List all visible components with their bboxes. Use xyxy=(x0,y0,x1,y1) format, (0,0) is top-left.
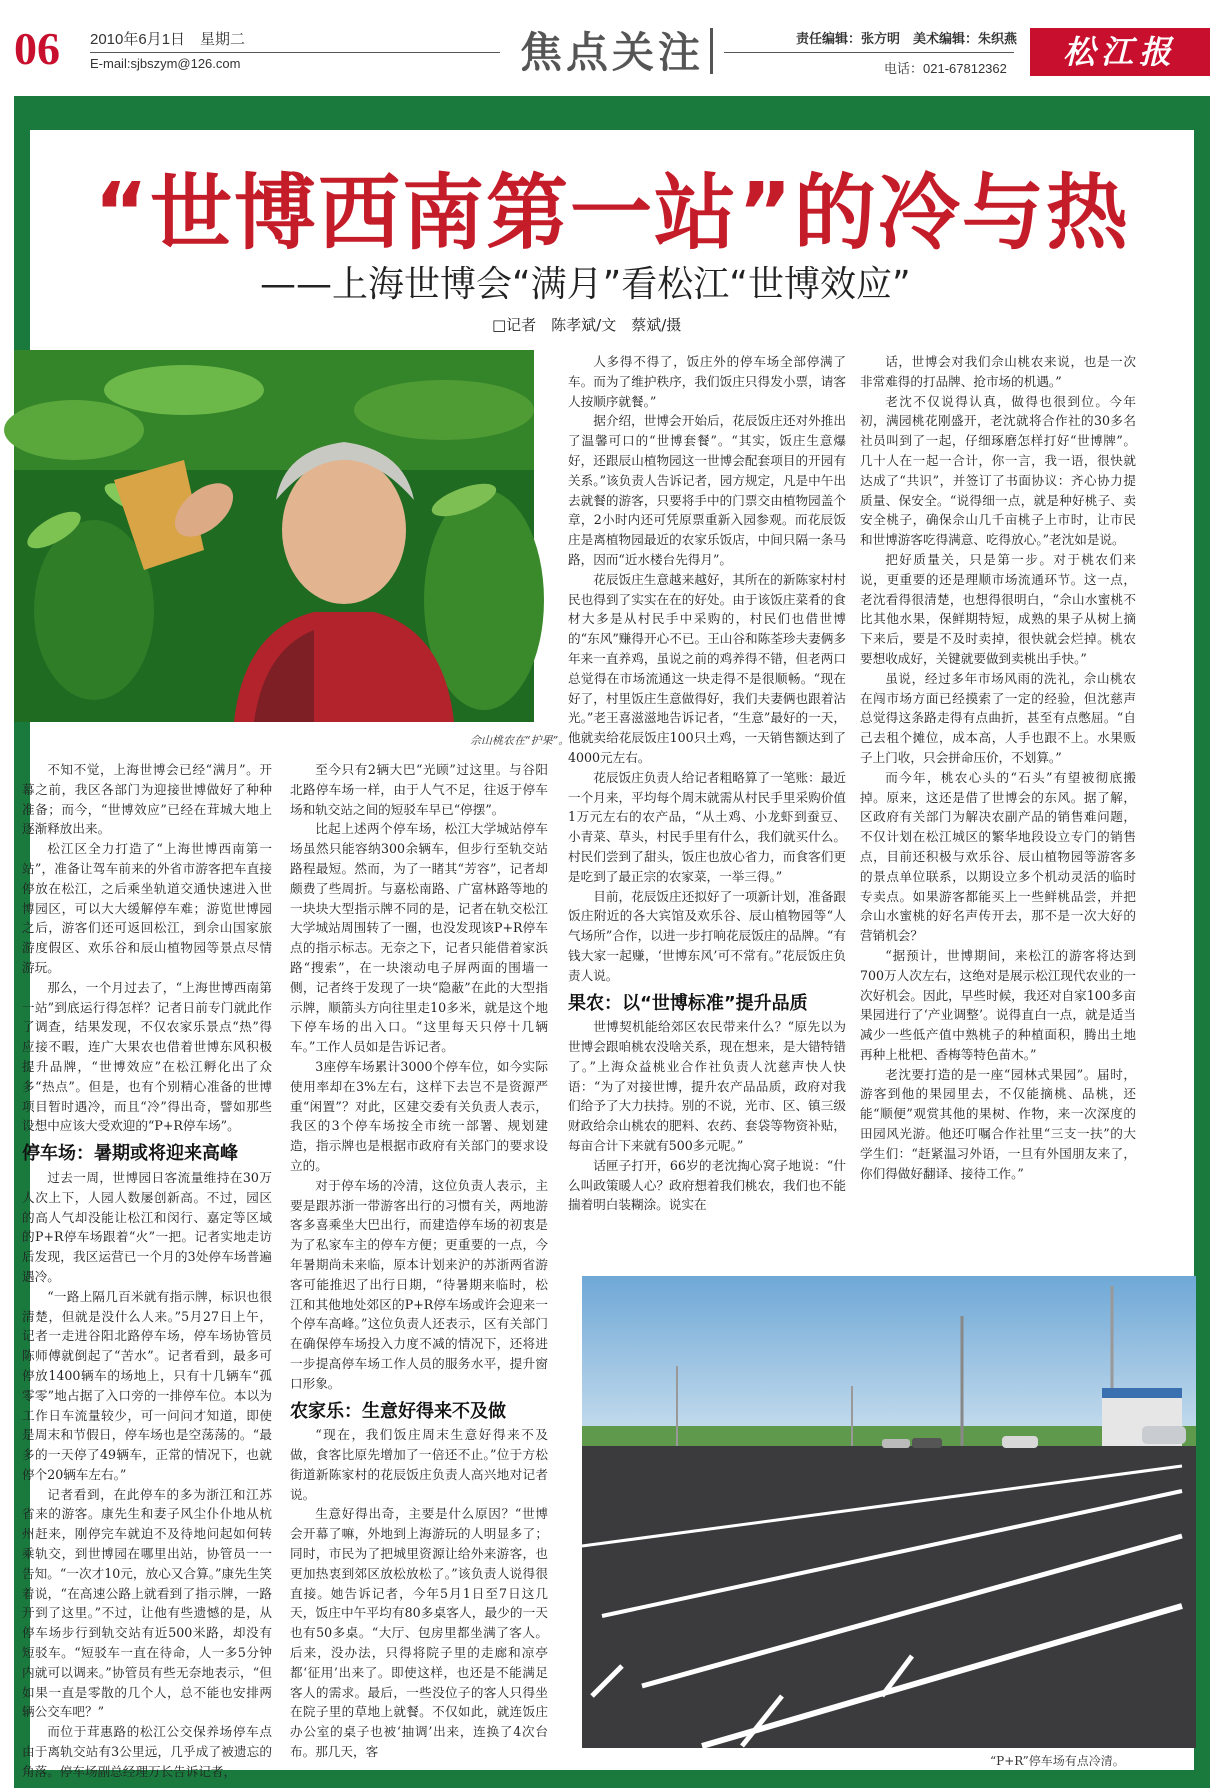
parking-lot-photo xyxy=(582,1276,1196,1748)
paragraph: 据介绍，世博会开始后，花辰饭庄还对外推出了温馨可口的“世博套餐”。“其实，饭庄生意爆好，还跟辰山植物园这一世博会配套项目的开园有关系。”该负责人告诉记者，园方规定，凡是中午出去就餐的游客，只要将手中的门票交由植物园盖个章，2小时内还可凭原票重新入园参观。而花辰饭庄是离植物园最近的农家乐饭店，中间只隔一条马路，因而“近水楼台先得月”。 xyxy=(568,413,846,567)
paragraph: 话匣子打开，66岁的老沈掏心窝子地说：“什么叫政策暖人心？政府想着我们桃农，我们也不能揣着明白装糊涂。说实在 xyxy=(568,1157,846,1213)
article-title: “世博西南第一站”的冷与热 xyxy=(94,166,1130,261)
paragraph: “一路上隔几百米就有指示牌，标识也很清楚，但就是没什么人来。”5月27日上午，记者一走进谷阳北路停车场，停车场协管员陈师傅就倒起了“苦水”。记者看到，最多可停放1400辆车的场地上，只有十几辆车“孤零零”地占据了入口旁的一排停车位。本以为工作日车流量较少，可一问问才知道，即使是周末和节假日，停车场也是空荡荡的。“最多的一天停了49辆车，正常的情况下，也就停个20辆车左右。” xyxy=(22,1288,272,1482)
header-divider xyxy=(710,28,713,74)
article-column-3 xyxy=(568,352,846,1232)
article-byline: □记者 陈孝斌/文 蔡斌/摄 xyxy=(492,316,682,334)
header-rule-right xyxy=(724,52,1014,53)
article-column-4 xyxy=(860,352,1136,1232)
article-column-2 xyxy=(290,760,548,1770)
paragraph: 老沈不仅说得认真，做得也很到位。今年初，满园桃花刚盛开，老沈就将合作社的30多名社员叫到了一起，仔细琢磨怎样打好“世博牌”。几十人在一起一合计，你一言，我一语，很快就达成了“共识”，并签订了书面协议：齐心协力提质量、保安全。“说得细一点，就是种好桃子、卖安全桃子，确保佘山几千亩桃子上市时，让市民和世博游客吃得满意、吃得放心。”老沈如是说。 xyxy=(860,393,1136,548)
paragraph: 人多得不得了，饭庄外的停车场全部停满了车。而为了维护秩序，我们饭庄只得发小票，请客人按顺序就餐。” xyxy=(568,354,846,409)
paragraph: 花辰饭庄生意越来越好，其所在的新陈家村村民也得到了实实在在的好处。由于该饭庄菜肴的食材大多是从村民手中采购的，村民们也借世博的“东风”赚得开心不已。王山谷和陈荃珍夫妻俩多年来一直养鸡，虽说之前的鸡养得不错，但老两口总觉得在市场流通这一块走得不是很顺畅。“现在好了，村里饭庄生意做得好，我们夫妻俩也跟着沾光。”老王喜滋滋地告诉记者，“生意”最好的一天，他就卖给花辰饭庄100只土鸡，一天销售额达到了4000元左右。 xyxy=(568,571,846,765)
paragraph: 老沈要打造的是一座“园林式果园”。届时，游客到他的果园里去，不仅能摘桃、品桃，还能“顺便”观赏其他的果树、作物，来一次深度的田园风光游。他还叮嘱合作社里“三支一扶”的大学生们：“赶紧温习外语，一旦有外国朋友来了，你们得做好翻译、接待工作。” xyxy=(860,1066,1136,1181)
section-heading-fruit-farmers: 果农：以“世博标准”提升品质 xyxy=(568,992,808,1014)
paragraph: 把好质量关，只是第一步。对于桃农们来说，更重要的还是理顺市场流通环节。这一点，老沈看得很清楚，也想得很明白，“佘山水蜜桃不比其他水果，保鲜期特短，成熟的果子从树上摘下来后，要是不及时卖掉，很快就会烂掉。桃农要想收成好，关键就要做到卖桃出手快。” xyxy=(860,551,1136,666)
paragraph: 目前，花辰饭庄还拟好了一项新计划，准备跟饭庄附近的各大宾馆及欢乐谷、辰山植物园等“人气场所”合作，以进一步打响花辰饭庄的品牌。“有钱大家一起赚，‘世博东风’可不常有。”花辰饭庄负责人说。 xyxy=(568,888,846,983)
paragraph: 而位于茸惠路的松江公交保养场停车点由于离轨交站有3公里远，几乎成了被遗忘的角落。停车场副总经理万长告诉记者， xyxy=(22,1724,272,1779)
paragraph: 至今只有2辆大巴“光顾”过这里。与谷阳北路停车场一样，由于人气不足，往返于停车场和轨交站之间的短驳车早已“停摆”。 xyxy=(290,762,548,817)
peach-orchard-woman-icon xyxy=(14,350,534,722)
paragraph: 生意好得出奇，主要是什么原因？“世博会开幕了嘛，外地到上海游玩的人明显多了；同时，市民为了把城里资源让给外来游客，也更加热衷到郊区放松放松了。”该负责人说得很直接。她告诉记者，今年5月1日至7日这几天，饭庄中午平均有80多桌客人，最少的一天也有50多桌。“大厅、包房里都坐满了客人。后来，没办法，只得将院子里的走廊和凉亭都‘征用’出来了。即使这样，也还是不能满足客人的需求。最后，一些没位子的客人只得坐在院子里的草地上就餐。不仅如此，就连饭庄办公室的桌子也被‘抽调’出来，连换了4次台布。那几天，客 xyxy=(290,1506,548,1760)
paragraph: 那么，一个月过去了，“上海世博西南第一站”到底运行得怎样？记者日前专门就此作了调查，结果发现，不仅农家乐景点“热”得应接不暇，连广大果农也借着世博东风积极提升品牌，“世博效应”在松江孵化出了众多“热点”。但是，也有个别精心准备的世博项目暂时遇冷，而且“冷”得出奇，譬如那些设想中应该大受欢迎的“P+R停车场”。 xyxy=(22,979,272,1134)
header-rule-left xyxy=(90,52,500,53)
section-title: 焦点关注 xyxy=(520,28,705,77)
paragraph: 花辰饭庄负责人给记者粗略算了一笔账：最近一个月来，平均每个周末就需从村民手里采购价值1万元左右的农产品，“从土鸡、小龙虾到蚕豆、小青菜、草头，村民手里有什么，我们就买什么。村民们尝到了甜头，饭庄也放心省力，而食客们更是吃到了最正宗的农家菜，一举三得。” xyxy=(568,769,846,884)
article-subtitle: ——上海世博会“满月”看松江“世博效应” xyxy=(260,264,911,305)
page-number: 06 xyxy=(14,23,60,74)
paragraph: 而今年，桃农心头的“石头”有望被彻底搬掉。原来，这还是借了世博会的东风。据了解，区政府有关部门为解决农副产品的销售难问题，不仅计划在松江城区的繁华地段设立专门的销售点，目前还积极与欢乐谷、辰山植物园等游客多的景点单位联系，以期设立多个机动灵活的临时专卖点。如果游客都能买上一些鲜桃品尝，并把佘山水蜜桃的好名声传开去，那不是一次大好的营销机会？ xyxy=(860,769,1136,944)
paragraph: 话，世博会对我们佘山桃农来说，也是一次非常难得的打品牌、抢市场的机遇。” xyxy=(860,354,1136,389)
issue-date: 2010年6月1日 星期二 xyxy=(90,31,246,48)
paragraph: 松江区全力打造了“上海世博西南第一站”，准备让驾车前来的外省市游客把车直接停放在松江，之后乘坐轨道交通快速进入世博园区，可以大大缓解停车难；游览世博园之后，游客们还可返回松江，到佘山国家旅游度假区、欢乐谷和辰山植物园等景点尽情游玩。 xyxy=(22,841,272,975)
editors-credit: 责任编辑：张方明 美术编辑：朱织燕 xyxy=(796,32,1018,47)
paragraph: 对于停车场的冷清，这位负责人表示，主要是跟苏浙一带游客出行的习惯有关，两地游客多喜乘坐大巴出行，而建造停车场的初衷是为了私家车主的停车方便；更重要的一点，今年暑期尚未来临，原本计划来沪的苏浙两省游客可能推迟了出行日期，“待暑期来临时，松江和其他地处郊区的P+R停车场或许会迎来一个停车高峰。”这位负责人还表示，区有关部门在确保停车场投入力度不减的情况下，还将进一步提高停车场工作人员的服务水平，提升窗口形象。 xyxy=(290,1177,548,1391)
newspaper-logo: 松江报 xyxy=(1030,28,1210,76)
paragraph: 过去一周，世博园日客流量维持在30万人次上下，人园人数屡创新高。不过，园区的高人气却没能让松江和闵行、嘉定等区域的P+R停车场跟着“火”一把。记者实地走访后发现，我区运营已一个月的3处停车场普遍遇冷。 xyxy=(22,1169,272,1284)
paragraph: 不知不觉，上海世博会已经“满月”。开幕之前，我区各部门为迎接世博做好了种种准备；而今，“世博效应”已经在茸城大地上逐渐释放出来。 xyxy=(22,762,272,837)
peach-orchard-photo xyxy=(14,350,534,722)
contact-phone: 电话：021-67812362 xyxy=(884,61,1007,76)
paragraph: 世博契机能给郊区农民带来什么？“原先以为世博会跟咱桃农没啥关系，现在想来，是大错特错了。”上海众益桃业合作社负责人沈慈声快人快语：“为了对接世博，提升农产品品质，政府对我们给予了大力扶持。别的不说，光市、区、镇三级财政给佘山桃农的肥料、农药、套袋等物资补贴，每亩合计下来就有500多元呢。” xyxy=(568,1019,846,1154)
paragraph: 记者看到，在此停车的多为浙江和江苏省来的游客。康先生和妻子风尘仆仆地从杭州赶来，刚停完车就迫不及待地问起如何转乘轨交，到世博园在哪里出站，协管员一一告知。“一次才10元，放心又合算。”康先生笑着说，“在高速公路上就看到了指示牌，一路开到了这里。”不过，让他有些遗憾的是，从停车场步行到轨交站有近500米路，却没有短驳车。“短驳车一直在待命，人一多5分钟内就可以调来。”协管员有些无奈地表示，“但如果一直是零散的几个人，总不能也安排两辆公交车吧？” xyxy=(22,1486,272,1720)
photo2-caption: “P+R”停车场有点冷清。 xyxy=(990,1754,1125,1768)
paragraph: 比起上述两个停车场，松江大学城站停车场虽然只能容纳300余辆车，但步行至轨交站路程最短。然而，为了一睹其“芳容”，记者却颇费了些周折。与嘉松南路、广富林路等地的一块块大型指示牌不同的是，记者在轨交松江大学城站周围转了一圈，也没发现该P+R停车点的指示标志。无奈之下，记者只能借着家浜路“搜索”，在一块滚动电子屏两面的围墙一侧，记者终于发现了一块“隐蔽”在此的大型指示牌，顺箭头方向往里走10多米，就是这个地下停车场的出入口。“这里每天只停十几辆车。”工作人员如是告诉记者。 xyxy=(290,821,548,1055)
parking-lot-icon xyxy=(582,1276,1196,1748)
paragraph: 3座停车场累计3000个停车位，如今实际使用率却在3%左右，这样下去岂不是资源严重“闲置”？对此，区建交委有关负责人表示，我区的3个停车场按全市统一部署、规划建造，指示牌也是根据市政府有关部门的要求设立的。 xyxy=(290,1058,548,1173)
section-heading-farmhouse: 农家乐：生意好得来不及做 xyxy=(290,1400,506,1422)
paragraph: “据预计，世博期间，来松江的游客将达到700万人次左右，这绝对是展示松江现代农业的一次好机会。因此，早些时候，我还对自家100多亩果园进行了‘产业调整’。说得直白一点，就是适当减少一些低产值中熟桃子的种植面积，腾出土地再种上枇杷、香梅等特色苗木。” xyxy=(860,947,1136,1062)
contact-email: E-mail:sjbszym@126.com xyxy=(90,56,241,71)
paragraph: 虽说，经过多年市场风雨的洗礼，佘山桃农在闯市场方面已经摸索了一定的经验，但沈慈声总觉得这条路走得有点曲折，甚至有点憋屈。“自己去租个摊位，成本高，人手也跟不上。水果贩子上门收，只会拼命压价，不划算。” xyxy=(860,670,1136,765)
page-header xyxy=(0,0,1224,92)
photo1-caption: 佘山桃农在“护果”。 xyxy=(470,734,570,747)
paragraph: “现在，我们饭庄周末生意好得来不及做，食客比原先增加了一倍还不止。”位于方松街道新陈家村的花辰饭庄负责人高兴地对记者说。 xyxy=(290,1427,548,1502)
article-column-1 xyxy=(22,760,272,1779)
section-heading-parking: 停车场：暑期或将迎来高峰 xyxy=(22,1143,238,1165)
